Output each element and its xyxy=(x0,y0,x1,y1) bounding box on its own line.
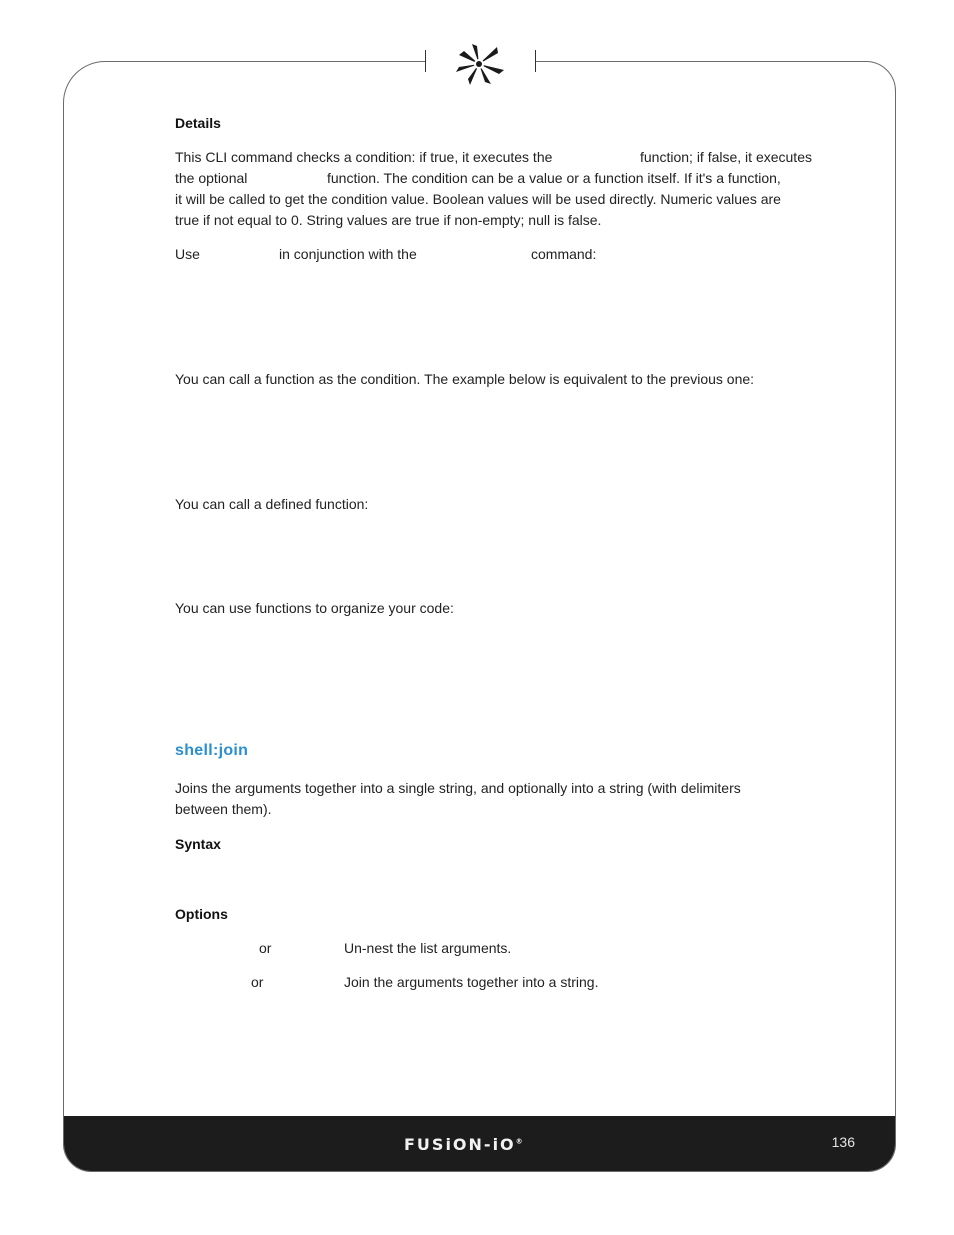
brand-logo: FUSiON-iO® xyxy=(404,1135,523,1154)
options-heading: Options xyxy=(175,906,228,922)
organize-text: You can use functions to organize your code: xyxy=(175,600,454,616)
syntax-heading: Syntax xyxy=(175,836,221,852)
call-function-text: You can call a function as the condition. The example below is equivalent to the previous one: xyxy=(175,371,755,387)
option-2-connector: or xyxy=(251,974,264,990)
fusion-io-flower-icon xyxy=(450,41,508,87)
details-line2a: the optional xyxy=(175,170,248,186)
header-tick-right xyxy=(535,50,536,72)
join-desc-line1: Joins the arguments together into a single string, and optionally into a string (with delimiters xyxy=(175,780,741,796)
details-line3: it will be called to get the condition value. Boolean values will be used directly. Numeric values are xyxy=(175,191,781,207)
page-number: 136 xyxy=(831,1134,855,1150)
details-line1b: function; if false, it executes xyxy=(640,149,812,165)
option-2-desc: Join the arguments together into a string. xyxy=(344,974,599,990)
option-1-connector: or xyxy=(259,940,272,956)
details-line1a: This CLI command checks a condition: if true, it executes the xyxy=(175,149,553,165)
option-1-desc: Un-nest the list arguments. xyxy=(344,940,512,956)
call-defined-text: You can call a defined function: xyxy=(175,496,369,512)
use-line-b: in conjunction with the xyxy=(279,246,417,262)
section-title-shell-join: shell:join xyxy=(175,742,249,759)
page-footer xyxy=(64,1116,895,1171)
details-line2b: function. The condition can be a value or a function itself. If it's a function, xyxy=(327,170,781,186)
header-tick-left xyxy=(425,50,426,72)
details-line4: true if not equal to 0. String values are true if non-empty; null is false. xyxy=(175,212,602,228)
join-desc-line2: between them). xyxy=(175,801,272,817)
details-heading: Details xyxy=(175,115,221,131)
use-line-a: Use xyxy=(175,246,200,262)
use-line-c: command: xyxy=(531,246,597,262)
